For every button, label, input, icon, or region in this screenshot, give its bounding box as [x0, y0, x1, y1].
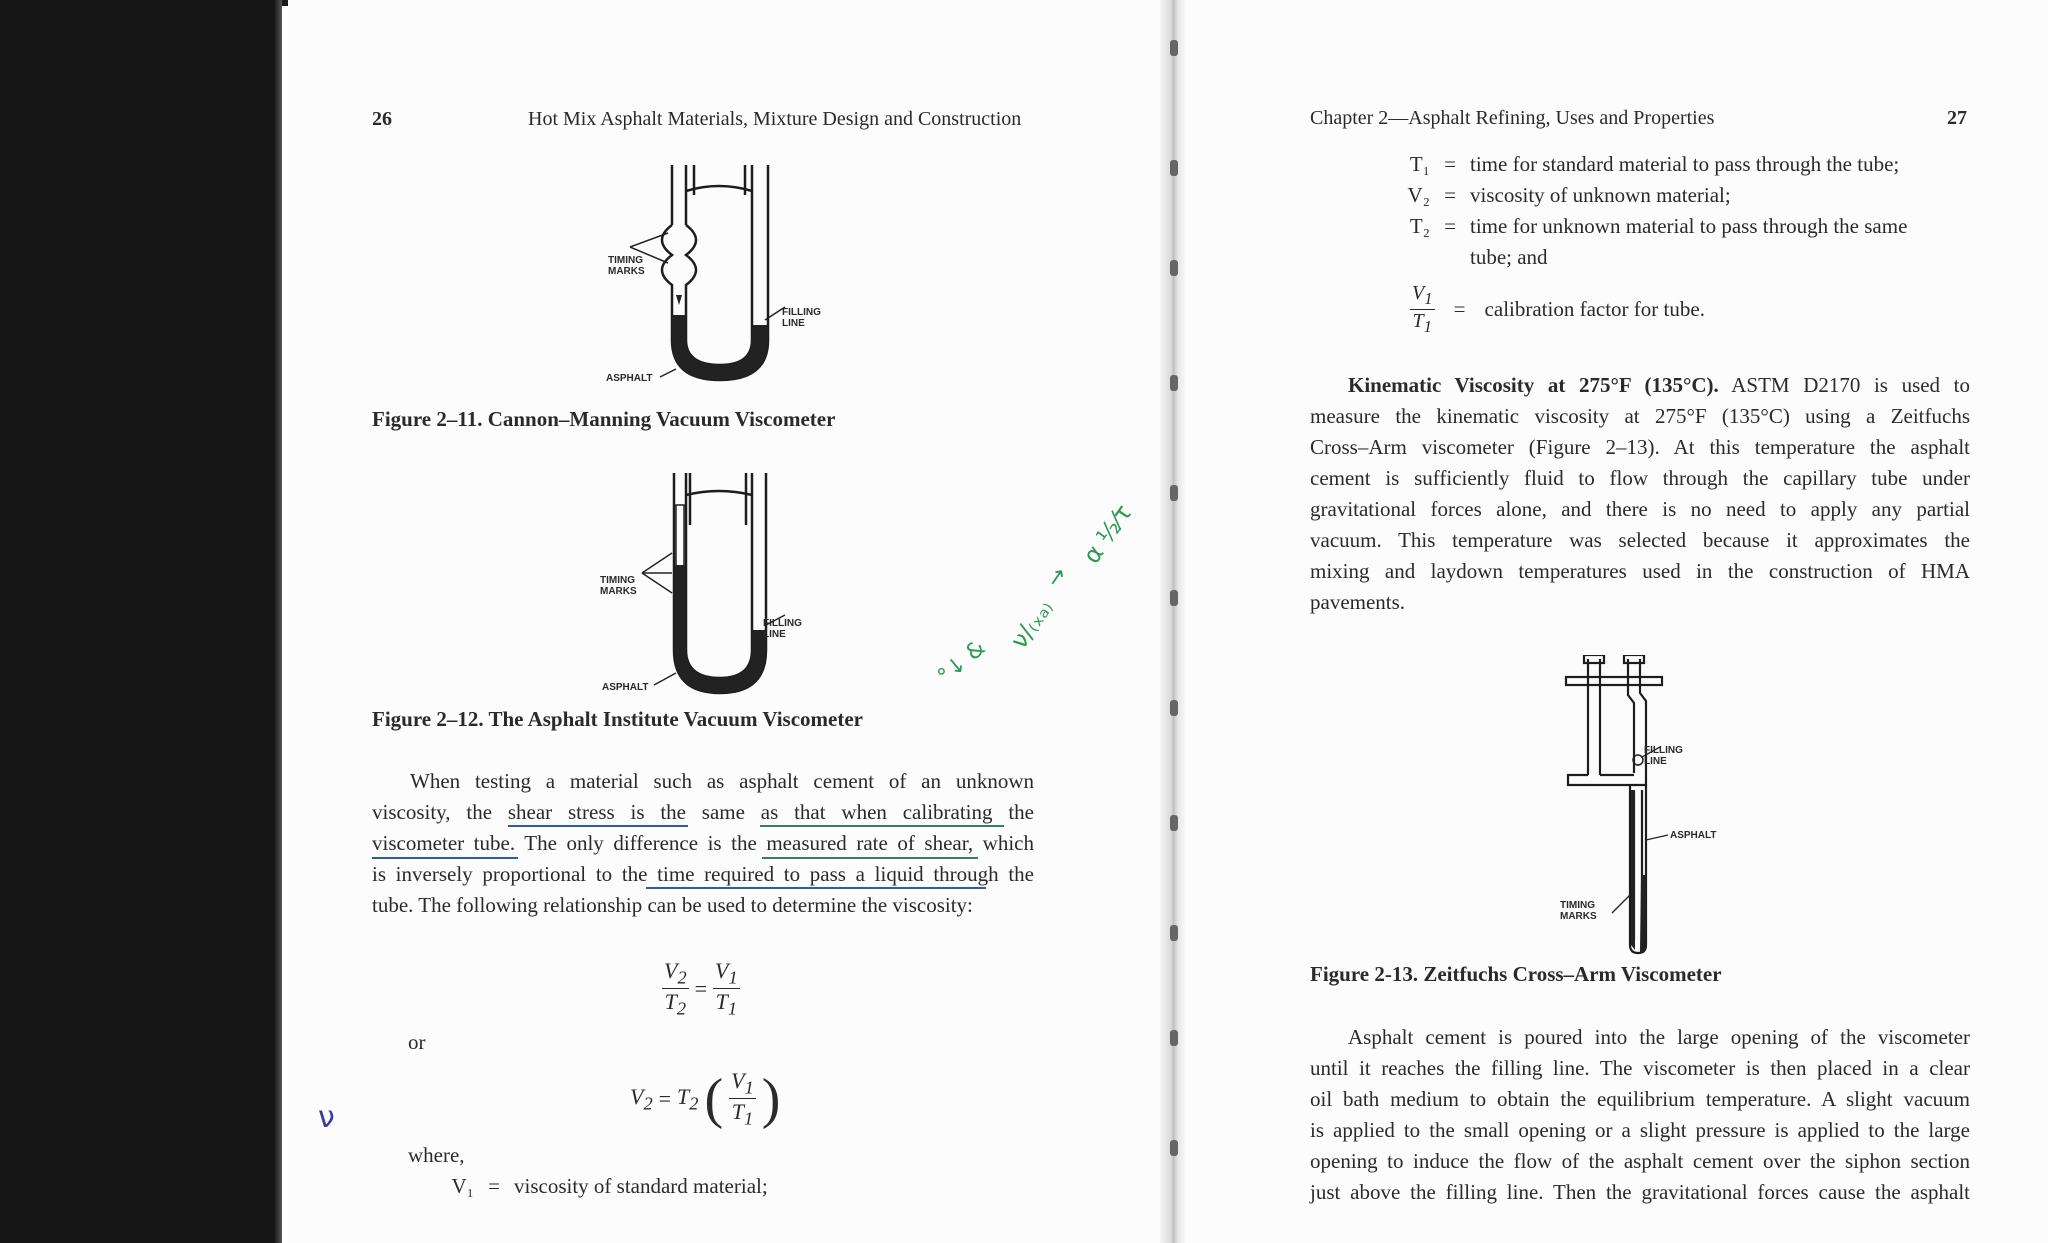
- fig13-line-label: LINE: [1644, 756, 1667, 767]
- fig12-filling-label: FILLING: [763, 618, 802, 629]
- paragraph-line: cement is sufficiently fluid to flow through the capillary tube under: [1310, 466, 1970, 490]
- spine-mark: [1170, 700, 1178, 716]
- fraction-v1-t1-def: [1410, 282, 1435, 337]
- fraction-v1-t1: [713, 958, 740, 1020]
- eq2-den-sub: 1: [743, 1108, 754, 1129]
- fig13-filling-label: FILLING: [1644, 745, 1683, 756]
- definition-v2: [1386, 183, 1731, 208]
- paragraph-line: pavements.: [1310, 590, 1406, 614]
- def-symbol: T₂: [1409, 214, 1430, 238]
- fig12-marks-label: MARKS: [600, 586, 637, 597]
- paragraph-line: until it reaches the filling line. The viscometer is then placed in a clear: [1310, 1056, 1970, 1080]
- scan-dark-margin: [0, 0, 282, 1243]
- kinematic-paragraph: [1310, 370, 1970, 618]
- spine-mark: [1170, 40, 1178, 56]
- figure-2-13-caption: Figure 2-13. Zeitfuchs Cross–Arm Viscometer: [1310, 962, 1722, 986]
- spine-mark: [1170, 590, 1178, 606]
- pen-underline: [372, 857, 518, 859]
- fig11-filling-line-label: [782, 307, 821, 329]
- eq1-rhs-den-sub: 1: [727, 998, 738, 1019]
- calibration-factor-definition: [1410, 282, 1705, 337]
- pen-underline: [646, 887, 986, 889]
- def-text: tube; and: [1470, 245, 1548, 269]
- fig11-timing-marks-label: [608, 255, 645, 277]
- paragraph-line: mixing and laydown temperatures used in the construction of HMA: [1310, 559, 1970, 583]
- definition-t2: [1386, 214, 1907, 239]
- paragraph-line: [1310, 370, 1970, 401]
- left-paren: (: [704, 1067, 724, 1130]
- paragraph-line: vacuum. This temperature was selected because it approximates the: [1310, 528, 1970, 552]
- paragraph-line: gravitational forces alone, and there is no need to apply any partial: [1310, 497, 1970, 521]
- eq2-den: T: [731, 1099, 744, 1125]
- def-symbol: V₂: [1407, 183, 1430, 207]
- equation-ratio: [662, 958, 740, 1020]
- left-running-head: Hot Mix Asphalt Materials, Mixture Design and Construction: [528, 108, 1022, 130]
- fig13-timing-label: TIMING: [1560, 900, 1595, 911]
- book-spine: [1160, 0, 1186, 1243]
- eq1-lhs-den-sub: 2: [676, 998, 687, 1019]
- fig13-timing-marks-label: [1560, 900, 1597, 922]
- fig11-timing-label: TIMING: [608, 255, 643, 266]
- fig11-filling-label: FILLING: [782, 307, 821, 318]
- margin-note: °↓ &: [933, 635, 991, 690]
- right-paren: ): [761, 1067, 781, 1130]
- def-text: viscosity of standard material;: [514, 1174, 768, 1198]
- right-running-head: Chapter 2—Asphalt Refining, Uses and Properties: [1310, 107, 1715, 129]
- def-text: time for standard material to pass through the tube;: [1470, 152, 1900, 176]
- pen-underline: [508, 825, 688, 827]
- margin-note: ν/₍ₓₐ₎: [1004, 594, 1059, 654]
- spine-mark: [1170, 260, 1178, 276]
- eq2-t-sub: 2: [689, 1093, 699, 1114]
- fig13-filling-line-label: [1644, 745, 1683, 767]
- pen-underline: [762, 857, 978, 859]
- fig13-asphalt-label: ASPHALT: [1670, 830, 1717, 841]
- def-equals: [1430, 245, 1470, 270]
- fig11-line-label: LINE: [782, 318, 805, 329]
- def-text: viscosity of unknown material;: [1470, 183, 1731, 207]
- left-paragraph: [372, 766, 1034, 921]
- left-page-number: 26: [372, 108, 392, 130]
- eq1-lhs-num: V: [664, 958, 678, 983]
- paragraph-line: is applied to the small opening or a slight pressure is applied to the large: [1310, 1118, 1970, 1142]
- or-text: or: [408, 1030, 426, 1054]
- kinematic-line-0: ASTM D2170 is used to: [1718, 373, 1970, 397]
- paragraph-line: just above the filling line. Then the gravitational forces cause the asphalt: [1310, 1180, 1970, 1204]
- def-text: time for unknown material to pass through the same: [1470, 214, 1908, 238]
- spine-mark: [1170, 1140, 1178, 1156]
- fig12-timing-marks-label: [600, 575, 637, 597]
- eq2-lhs: V: [630, 1083, 644, 1109]
- margin-check-mark: ν: [318, 1100, 335, 1135]
- eq1-rhs-num: V: [715, 958, 729, 983]
- paragraph-line: measure the kinematic viscosity at 275°F (135°C) using a Zeitfuchs: [1310, 404, 1970, 428]
- paragraph-line: Cross–Arm viscometer (Figure 2–13). At this temperature the asphalt: [1310, 435, 1970, 459]
- fig11-marks-label: MARKS: [608, 266, 645, 277]
- frac-def-num-sub: 1: [1424, 289, 1433, 308]
- frac-def-den: T: [1412, 310, 1424, 332]
- spine-mark: [1170, 375, 1178, 391]
- where-text: where,: [408, 1143, 465, 1167]
- right-bottom-paragraph: [1310, 1022, 1970, 1208]
- fig12-asphalt-label: ASPHALT: [602, 682, 649, 693]
- def-equals: =: [1444, 214, 1456, 238]
- eq1-equals: =: [694, 975, 708, 1001]
- def-symbol: V₁: [451, 1174, 474, 1198]
- eq1-lhs-num-sub: 2: [677, 967, 687, 988]
- paragraph-line: is inversely proportional to the time required to pass a liquid through the: [372, 862, 1034, 886]
- def-equals: =: [1444, 152, 1456, 176]
- spine-mark: [1170, 160, 1178, 176]
- frac-def-text: calibration factor for tube.: [1484, 297, 1705, 321]
- figure-2-12-caption: Figure 2–12. The Asphalt Institute Vacuum Viscometer: [372, 707, 863, 731]
- def-symbol: T₁: [1409, 152, 1430, 176]
- eq1-rhs-den: T: [715, 989, 728, 1015]
- frac-def-equals: =: [1453, 297, 1466, 321]
- right-page-number: 27: [1947, 107, 1967, 129]
- equation-v2: [630, 1068, 780, 1130]
- eq2-num-sub: 1: [744, 1077, 754, 1098]
- def-equals: =: [488, 1174, 500, 1198]
- frac-def-den-sub: 1: [1423, 317, 1432, 336]
- eq2-lhs-sub: 2: [643, 1093, 653, 1114]
- definition-t1: [1386, 152, 1899, 177]
- definition-t2-cont: [1386, 245, 1548, 270]
- eq2-num: V: [731, 1068, 745, 1093]
- fraction-v1-t1-paren: [729, 1068, 756, 1130]
- def-equals: =: [1444, 183, 1456, 207]
- pen-underline: [760, 825, 1004, 827]
- paragraph-line: When testing a material such as asphalt cement of an unknown: [410, 769, 1034, 793]
- fraction-v2-t2: [662, 958, 689, 1020]
- fig11-asphalt-label: ASPHALT: [606, 373, 653, 384]
- paragraph-line: tube. The following relationship can be used to determine the viscosity:: [372, 893, 973, 917]
- eq1-lhs-den: T: [664, 989, 677, 1015]
- fig12-timing-label: TIMING: [600, 575, 635, 586]
- spine-mark: [1170, 815, 1178, 831]
- paragraph-line: oil bath medium to obtain the equilibrium temperature. A slight vacuum: [1310, 1087, 1970, 1111]
- spine-mark: [1170, 485, 1178, 501]
- frac-def-num: V: [1412, 282, 1425, 304]
- spine-mark: [1170, 1030, 1178, 1046]
- margin-note: α ½⁄τ: [1077, 499, 1138, 569]
- paragraph-line: Asphalt cement is poured into the large opening of the viscometer: [1348, 1025, 1970, 1049]
- figure-2-11-caption: Figure 2–11. Cannon–Manning Vacuum Viscometer: [372, 407, 836, 431]
- fig12-filling-line-label: [763, 618, 802, 640]
- eq2-t: T: [677, 1083, 690, 1109]
- margin-note: →: [1041, 562, 1073, 593]
- paragraph-line: viscometer tube. The only difference is the measured rate of shear, which: [372, 831, 1034, 855]
- def-symbol: [1386, 245, 1430, 270]
- eq2-equals: =: [658, 1085, 672, 1111]
- paragraph-line: viscosity, the shear stress is the same as that when calibrating the: [372, 800, 1034, 824]
- paragraph-line: opening to induce the flow of the asphalt cement over the siphon section: [1310, 1149, 1970, 1173]
- kinematic-heading: Kinematic Viscosity at 275°F (135°C).: [1348, 373, 1719, 397]
- eq1-rhs-num-sub: 1: [728, 967, 738, 988]
- spine-mark: [1170, 925, 1178, 941]
- fig13-marks-label: MARKS: [1560, 911, 1597, 922]
- fig12-line-label: LINE: [763, 629, 786, 640]
- definition-v1: [430, 1174, 768, 1199]
